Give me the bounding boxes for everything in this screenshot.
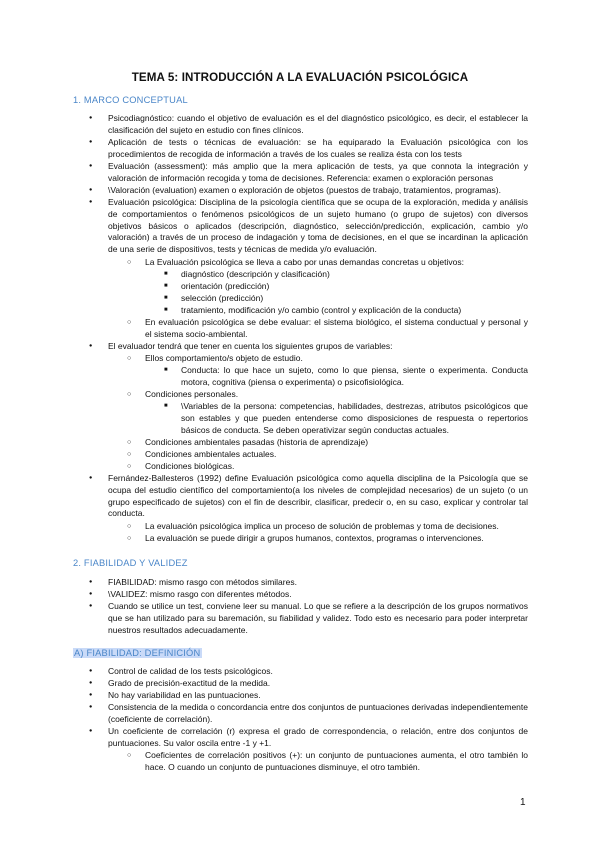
list-item: ■ tratamiento, modificación y/o cambio (control y explicación de la conducta): [181, 305, 528, 317]
list-item: ○ Condiciones biológicas.: [145, 461, 528, 473]
page-title: TEMA 5: INTRODUCCIÓN A LA EVALUACIÓN PSICOLÓGICA: [131, 71, 469, 84]
list-item: ● \VALIDEZ: mismo rasgo con diferentes métodos.: [108, 589, 528, 601]
list-item: ● Psicodiagnóstico: cuando el objetivo de evaluación es el del diagnóstico psicológico, es decir, el establecer la clasificación del sujeto en estudio con fines clínicos.: [108, 113, 528, 137]
list-item: ○ Condiciones ambientales actuales.: [145, 449, 528, 461]
list-item: ● Grado de precisión-exactitud de la medida.: [108, 678, 528, 690]
list-item: ● Control de calidad de los tests psicológicos.: [108, 666, 528, 678]
list-item: ○ La evaluación psicológica implica un proceso de solución de problemas y toma de decisiones.: [145, 521, 528, 533]
list-item: ○ En evaluación psicológica se debe evaluar: el sistema biológico, el sistema conductual y personal y el sistema socio-ambiental.: [145, 317, 528, 341]
list-item: ● \Valoración (evaluation) examen o exploración de objetos (puestos de trabajo, tratamientos, programas).: [108, 185, 528, 197]
list-item: ● FIABILIDAD: mismo rasgo con métodos similares.: [108, 577, 528, 589]
page-number: 1: [520, 797, 526, 808]
section-heading-fiabilidad-validez: 2. FIABILIDAD Y VALIDEZ: [73, 558, 188, 568]
list-item: ● Aplicación de tests o técnicas de evaluación: se ha equiparado la Evaluación psicológica con los procedimientos de recogida de información a través de los cuales se realiza ésta con los tests: [108, 137, 528, 161]
list-item: ● Evaluación psicológica: Disciplina de la psicología científica que se ocupa de la exploración, medida y análisis de comportamientos o fenómenos psicológicos de un sujeto humano (o grupo de sujetos) con diversos objetivos básicos o aplicados (descripción, diagnóstico, selección/predicción, explicación, cambio y/o valoración) a través de un proceso de indagación y toma de decisiones, en el que se incardinan la aplicación de una serie de dispositivos, tests y técnicas de medida y/o evaluación.: [108, 197, 528, 256]
list-item: ○ Ellos comportamiento/s objeto de estudio.: [145, 353, 528, 365]
list-item: ● Evaluación (assessment): más amplio que la mera aplicación de tests, ya que connota la integración y valoración de información recogida y toma de decisiones. Referencia: examen o exploración personas: [108, 161, 528, 185]
list-item: ● No hay variabilidad en las puntuaciones.: [108, 690, 528, 702]
list-item: ● Fernández-Ballesteros (1992) define Evaluación psicológica como aquella disciplina de la Psicología que se ocupa del estudio científico del comportamiento(a los niveles de complejidad necesarios) de un sujeto (o un grupo especificado de sujetos) con el fin de describir, clasificar, predecir o, en su caso, explicar y controlar tal conducta.: [108, 473, 528, 520]
list-item: ● Un coeficiente de correlación (r) expresa el grado de correspondencia, o relación, entre dos conjuntos de puntuaciones. Su valor oscila entre -1 y +1.: [108, 726, 528, 750]
list-item: ■ selección (predicción): [181, 293, 528, 305]
list-item: ■ diagnóstico (descripción y clasificación): [181, 269, 528, 281]
list-item: ○ Coeficientes de correlación positivos (+): un conjunto de puntuaciones aumenta, el otro también lo hace. O cuando un conjunto de puntuaciones disminuye, el otro también.: [145, 750, 528, 774]
list-item: ● Cuando se utilice un test, conviene leer su manual. Lo que se refiere a la descripción de los grupos normativos que se han utilizado para su baremación, su fiabilidad y validez. Todo esto es necesario para poder interpretar nuestros resultados adecuadamente.: [108, 601, 528, 636]
list-item: ■ orientación (predicción): [181, 281, 528, 293]
list-item: ○ La evaluación se puede dirigir a grupos humanos, contextos, programas o intervenciones.: [145, 533, 528, 545]
list-item: ● El evaluador tendrá que tener en cuenta los siguientes grupos de variables:: [108, 341, 528, 353]
list-item: ○ Condiciones ambientales pasadas (historia de aprendizaje): [145, 437, 528, 449]
section-heading-marco-conceptual: 1. MARCO CONCEPTUAL: [73, 95, 188, 105]
list-item: ○ Condiciones personales.: [145, 389, 528, 401]
list-item: ■ \Variables de la persona: competencias, habilidades, destrezas, atributos psicológicos que son estables y que pueden entenderse como disposiciones de respuesta o repertorios básicos de conducta. Se deben operativizar según conductas actuales.: [181, 401, 528, 436]
list-item: ○ La Evaluación psicológica se lleva a cabo por unas demandas concretas u objetivos:: [145, 257, 528, 269]
list-item: ■ Conducta: lo que hace un sujeto, como lo que piensa, siente o experimenta. Conducta motora, cognitiva (piensa o experimenta) o psicofisiológica.: [181, 365, 528, 389]
subsection-heading-fiabilidad-definicion: A) FIABILIDAD: DEFINICIÓN: [74, 648, 201, 658]
list-item: ● Consistencia de la medida o concordancia entre dos conjuntos de puntuaciones derivadas independientemente (coeficiente de correlación).: [108, 702, 528, 726]
